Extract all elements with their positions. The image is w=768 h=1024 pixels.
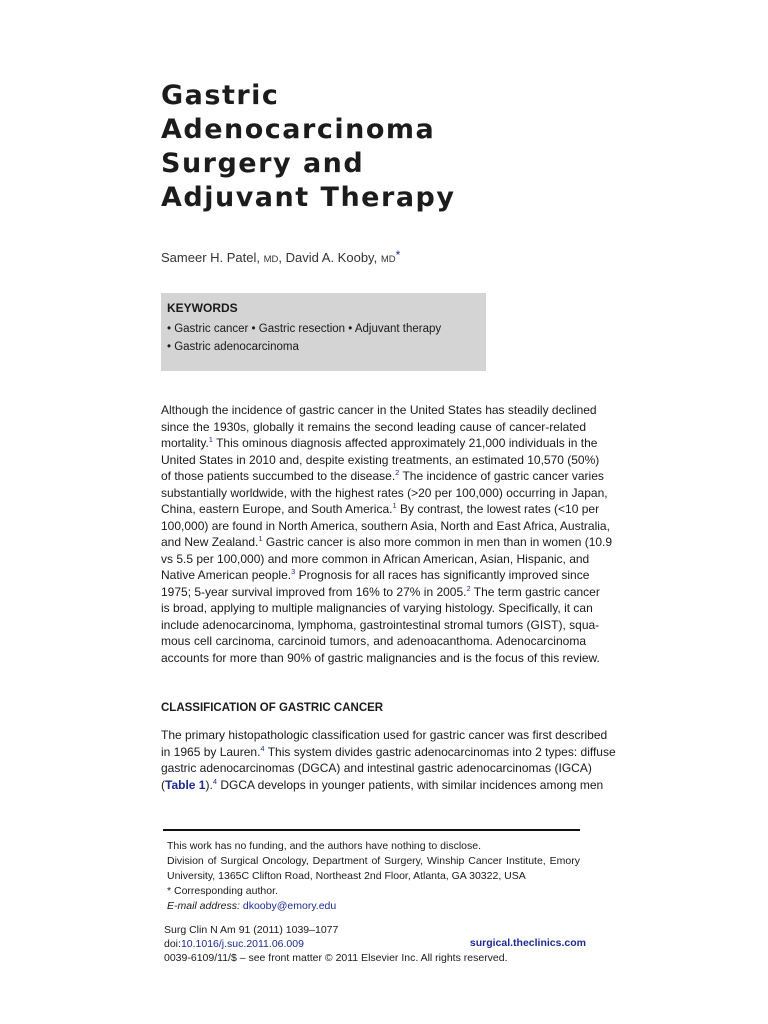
keywords-box <box>161 293 486 371</box>
author-2-name: David A. Kooby, <box>285 250 378 265</box>
keywords-line-1: • Gastric cancer • Gastric resection • Adjuvant therapy <box>167 323 442 335</box>
text-line: gastric adenocarcinomas (DGCA) and intestinal gastric adenocarcinomas (IGCA) <box>161 761 592 775</box>
title-line-4: Adjuvant Therapy <box>161 182 456 213</box>
keywords-line-2: • Gastric adenocarcinoma <box>167 341 299 353</box>
author-list <box>161 250 400 265</box>
text-line: vs 5.5 per 100,000) and more common in African American, Asian, Hispanic, and <box>161 551 590 566</box>
text-line: of those patients succumbed to the disease.$^2$ The incidence of gastric cancer varies <box>161 468 604 483</box>
citation-link[interactable]: 4 <box>260 743 265 753</box>
text-line: and New Zealand.$^1$ Gastric cancer is also more common in men than in women (10.9 <box>161 534 613 549</box>
corresponding-author-link[interactable]: * <box>395 248 401 262</box>
text-line: United States in 2010 and, despite existing treatments, an estimated 10,570 (50%) <box>161 452 600 467</box>
author-1-degree: MD <box>263 254 279 265</box>
text-line: accounts for more than 90% of gastric malignancies and is the focus of this review. <box>161 650 600 665</box>
journal-site-link[interactable]: surgical.theclinics.com <box>469 937 586 949</box>
author-1-name: Sameer H. Patel, <box>161 250 260 265</box>
title-line-2: Adenocarcinoma <box>161 114 436 145</box>
funding-note: This work has no funding, and the authors have nothing to disclose. <box>167 840 482 852</box>
article-title <box>161 79 461 215</box>
table-1-link[interactable]: Table 1 <box>165 777 206 792</box>
citation-link[interactable]: 1 <box>258 534 263 543</box>
citation-link[interactable]: 3 <box>291 567 296 576</box>
email-line <box>167 899 580 914</box>
author-separator: , <box>278 250 283 265</box>
text-line: 1975; 5-year survival improved from 16% to 27% in 2005.$^2$ The term gastric cancer <box>161 583 600 599</box>
classification-paragraph <box>161 727 616 793</box>
affiliation-line-1: Division of Surgical Oncology, Department of Surgery, Winship Cancer Institute, Emory <box>167 855 580 867</box>
citation-link[interactable]: 1 <box>208 435 213 444</box>
email-label: E-mail address: <box>167 900 240 912</box>
citation-link[interactable]: 1 <box>392 501 397 510</box>
footnote-divider <box>163 829 580 831</box>
corresponding-author-note: * Corresponding author. <box>167 885 278 897</box>
intro-paragraph <box>161 402 613 666</box>
citation-link[interactable]: 2 <box>466 583 471 593</box>
text-line: include adenocarcinoma, lymphoma, gastrointestinal stromal tumors (GIST), squa- <box>161 617 600 632</box>
section-heading-classification: CLASSIFICATION OF GASTRIC CANCER <box>161 702 384 714</box>
text-line: The primary histopathologic classification used for gastric cancer was first described <box>161 728 608 742</box>
author-2-degree: MD <box>380 254 396 265</box>
footnotes <box>167 839 580 914</box>
doi-link[interactable]: 10.1016/j.suc.2011.06.009 <box>180 938 304 950</box>
citation-link[interactable]: 4 <box>212 776 217 786</box>
text-line: substantially worldwide, with the highest rates (>20 per 100,000) occurring in Japan, <box>161 485 608 500</box>
affiliation-line-2: University, 1365C Clifton Road, Northeast 2nd Floor, Atlanta, GA 30322, USA <box>167 870 526 882</box>
text-line: mortality.$^1$ This ominous diagnosis affected approximately 21,000 individuals in the <box>161 435 598 450</box>
journal-citation: Surg Clin N Am 91 (2011) 1039–1077 <box>164 924 339 936</box>
doi-line: doi:10.1016/j.suc.2011.06.009 <box>164 938 304 950</box>
title-line-3: Surgery and <box>161 148 365 179</box>
text-line: since the 1930s, globally it remains the second leading cause of cancer-related <box>161 419 586 434</box>
text-line: in 1965 by Lauren.$^4$ This system divides gastric adenocarcinomas into 2 types: diffuse <box>161 743 616 759</box>
text-line: Native American people.$^3$ Prognosis for all races has significantly improved since <box>161 567 590 582</box>
issn-line: 0039-6109/11/$ – see front matter © 2011 Elsevier Inc. All rights reserved. <box>164 952 508 964</box>
text-line: Although the incidence of gastric cancer in the United States has steadily declined <box>161 403 597 417</box>
text-line: mous cell carcinoma, carcinoid tumors, and adenoacanthoma. Adenocarcinoma <box>161 634 586 648</box>
text-line: 100,000) are found in North America, southern Asia, North and East Africa, Australia, <box>161 518 610 533</box>
email-link[interactable]: dkooby@emory.edu <box>242 900 337 912</box>
text-line: is broad, applying to multiple malignancies of varying histology. Specifically, it can <box>161 601 593 615</box>
title-line-1: Gastric <box>161 80 280 111</box>
text-line: China, eastern Europe, and South America.$^1$ By contrast, the lowest rates (<10 per <box>161 501 600 516</box>
citation-link[interactable]: 2 <box>395 468 400 477</box>
keywords-heading: KEYWORDS <box>167 301 238 315</box>
text-line: (Table 1).$^4$ DGCA develops in younger patients, with similar incidences among men <box>161 776 604 792</box>
